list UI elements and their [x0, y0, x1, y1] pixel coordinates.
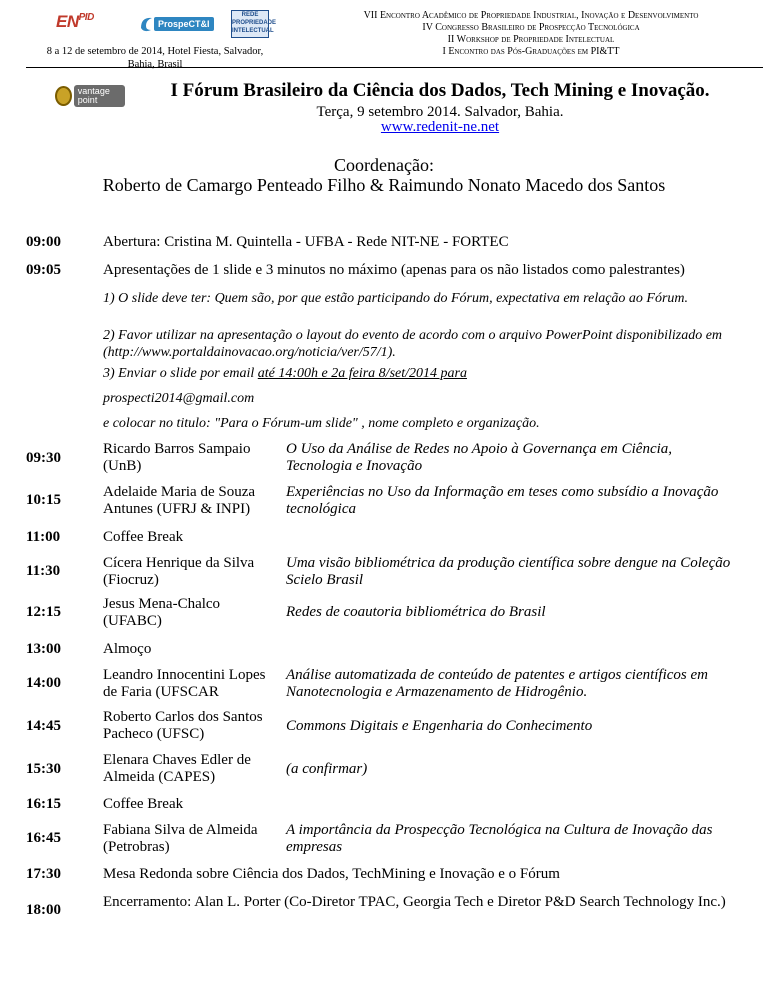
talk-title: (a confirmar)	[286, 761, 368, 777]
speaker: Elenara Chaves Edler de Almeida (CAPES)	[103, 752, 251, 785]
header-divider	[26, 67, 763, 68]
coordination-names: Roberto de Camargo Penteado Filho & Raimundo Nonato Macedo dos Santos	[102, 175, 666, 195]
talk-title: Commons Digitais e Engenharia do Conhecimento	[286, 718, 593, 734]
talk-title: Análise automatizada de conteúdo de patentes e artigos científicos em Nanotecnologia e Armazenamento de Hidrogênio.	[286, 667, 709, 700]
talk-title: A importância da Prospecção Tecnológica na Cultura de Inovação das empresas	[286, 822, 713, 855]
break-text: Almoço	[103, 641, 152, 657]
talk-title: Redes de coautoria bibliométrica do Brasil	[286, 604, 546, 620]
note-4: e colocar no titulo: "Para o Fórum-um slide" , nome completo e organização.	[103, 416, 540, 431]
schedule-time: 11:30	[26, 563, 61, 579]
talk-title: Uma visão bibliométrica da produção científica sobre dengue na Coleção Scielo Brasil	[286, 555, 731, 588]
vantage-globe-icon	[55, 86, 72, 106]
round-table-text: Mesa Redonda sobre Ciência dos Dados, TechMining e Inovação e o Fórum	[103, 866, 560, 882]
speaker: Adelaide Maria de Souza Antunes (UFRJ & INPI)	[103, 484, 256, 517]
vantage-point-logo: vantage point	[55, 84, 125, 108]
coordination-heading: Coordenação:	[334, 155, 434, 175]
speaker: Ricardo Barros Sampaio (UnB)	[103, 441, 251, 474]
event-line: I Encontro das Pós-Graduações em PI&TT	[442, 46, 620, 57]
speaker: Fabiana Silva de Almeida (Petrobras)	[103, 822, 258, 855]
closing-text: Encerramento: Alan L. Porter (Co-Diretor TPAC, Georgia Tech e Diretor P&D Search Technology Inc.)	[103, 894, 726, 910]
speaker: Cícera Henrique da Silva (Fiocruz)	[103, 555, 255, 588]
schedule-time: 16:45	[26, 830, 61, 846]
event-list	[300, 10, 762, 58]
schedule-time: 12:15	[26, 604, 61, 620]
schedule-time: 14:45	[26, 718, 61, 734]
schedule-time: 18:00	[26, 902, 61, 918]
enpid-logo: $EN^{PID}$	[56, 12, 94, 31]
event-location: 8 a 12 de setembro de 2014, Hotel Fiesta, Salvador, Bahia, Brasil	[46, 46, 264, 70]
schedule-time: 09:30	[26, 450, 61, 466]
note-2: 2) Favor utilizar na apresentação o layout do evento de acordo com o arquivo PowerPoint disponibilizado em (http://www.portaldainovacao.org/noticia/ver/57/1).	[103, 328, 723, 360]
header-logos	[26, 10, 284, 42]
speaker: Roberto Carlos dos Santos Pacheco (UFSC)	[103, 709, 263, 742]
note-3: 3) Enviar o slide por email até 14:00h e 2a feira 8/set/2014 para	[103, 366, 467, 381]
schedule-time: 10:15	[26, 492, 61, 508]
schedule-time: 09:05	[26, 262, 61, 278]
event-line: IV Congresso Brasileiro de Prospecção Tecnológica	[422, 22, 640, 33]
event-line: II Workshop de Propriedade Intelectual	[447, 34, 615, 45]
schedule-time: 17:30	[26, 866, 61, 882]
talk-title: O Uso da Análise de Redes no Apoio à Governança em Ciência, Tecnologia e Inovação	[286, 441, 673, 474]
rede-pi-logo: REDE PROPRIEDADE INTELECTUAL	[231, 10, 269, 38]
talk-title: Experiências no Uso da Informação em teses como subsídio a Inovação tecnológica	[286, 484, 719, 517]
break-text: Coffee Break	[103, 529, 184, 545]
schedule-time: 15:30	[26, 761, 61, 777]
schedule-time: 16:15	[26, 796, 61, 812]
note-1: 1) O slide deve ter: Quem são, por que estão participando do Fórum, expectativa em relação ao Fórum.	[103, 291, 689, 306]
opening-text: Abertura: Cristina M. Quintella - UFBA - Rede NIT-NE - FORTEC	[103, 234, 509, 250]
header-left	[26, 10, 284, 71]
forum-title: I Fórum Brasileiro da Ciência dos Dados, Tech Mining e Inovação.	[170, 80, 710, 101]
forum-date: Terça, 9 setembro 2014. Salvador, Bahia.	[316, 104, 564, 120]
speaker: Jesus Mena-Chalco (UFABC)	[103, 596, 221, 629]
break-text: Coffee Break	[103, 796, 184, 812]
schedule-time: 09:00	[26, 234, 61, 250]
email-address: prospecti2014@gmail.com	[103, 391, 255, 406]
presentations-text: Apresentações de 1 slide e 3 minutos no máximo (apenas para os não listados como palestrantes)	[103, 262, 685, 278]
forum-url-link[interactable]: www.redenit-ne.net	[380, 119, 500, 135]
schedule-time: 13:00	[26, 641, 61, 657]
schedule-time: 14:00	[26, 675, 61, 691]
event-line: VII Encontro Acadêmico de Propriedade Industrial, Inovação e Desenvolvimento	[363, 10, 699, 21]
prospecti-logo: ProspeCT&I	[138, 14, 214, 34]
speaker: Leandro Innocentini Lopes de Faria (UFSCAR	[103, 667, 266, 700]
schedule-time: 11:00	[26, 529, 61, 545]
